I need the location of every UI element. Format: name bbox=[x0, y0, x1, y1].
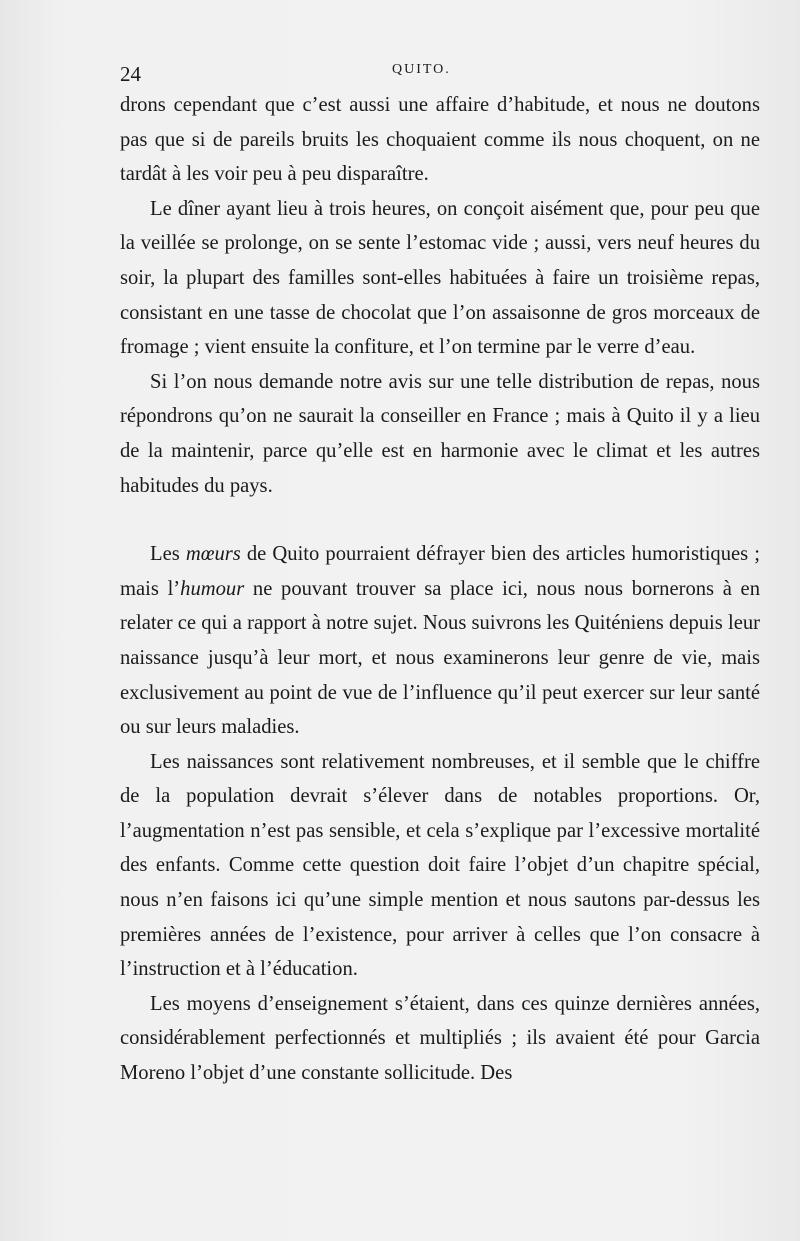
italic-term: mœurs bbox=[185, 543, 241, 566]
page-number: 24 bbox=[120, 62, 141, 86]
paragraph bbox=[120, 192, 760, 365]
paragraph bbox=[120, 745, 760, 987]
body-text bbox=[120, 88, 760, 1091]
paragraph bbox=[120, 537, 760, 745]
paragraph bbox=[120, 88, 760, 192]
text-segment: Les bbox=[150, 543, 186, 566]
running-title: QUITO. bbox=[392, 62, 451, 77]
paragraph bbox=[120, 365, 760, 503]
text-segment: Les moyens d’enseignement s’étaient, dans ces quinze dernières années, considérablement perfectionnés et multipliés ; ils avaient été pour Garcia Moreno l’objet d’une constante sollicitude. Des bbox=[120, 992, 760, 1085]
text-segment: drons cependant que c’est aussi une affaire d’habitude, et nous ne doutons pas que si de pareils bruits les choquaient comme ils nous choquent, on ne tardât à les voir peu à peu disparaître. bbox=[120, 94, 760, 186]
text-segment: ne pouvant trouver sa place ici, nous nous bornerons à en relater ce qui a rapport à notre sujet. Nous suivrons les Quiténiens depuis leur naissance jusqu’à leur mort, et nous examinerons leur genre de vie, mais exclusivement au point de vue de l’influence qu’il peut exercer sur leur santé ou sur leurs maladies. bbox=[120, 577, 760, 739]
running-head bbox=[120, 58, 760, 88]
text-segment: Le dîner ayant lieu à trois heures, on conçoit aisément que, pour peu que la veillée se prolonge, on se sente l’estomac vide ; aussi, vers neuf heures du soir, la plupart des familles sont-elles habituées à faire un troisième repas, consistant en une tasse de chocolat que l’on assaisonne de gros morceaux de fromage ; vient ensuite la confiture, et l’on termine par le verre d’eau. bbox=[120, 197, 760, 359]
text-segment: Les naissances sont relativement nombreuses, et il semble que le chiffre de la population devrait s’élever dans de notables proportions. Or, l’augmentation n’est pas sensible, et cela s’explique par l’excessive mortalité des enfants. Comme cette question doit faire l’objet d’un chapitre spécial, nous n’en faisons ici qu’une simple mention et nous sautons par-dessus les premières années de l’existence, pour arriver à celles que l’on consacre à l’instruction et à l’éducation. bbox=[120, 750, 760, 981]
text-segment: Si l’on nous demande notre avis sur une telle distribution de repas, nous répondrons qu’on ne saurait la conseiller en France ; mais à Quito il y a lieu de la maintenir, parce qu’elle est en harmonie avec le climat et les autres habitudes du pays. bbox=[120, 370, 760, 497]
text-segment: de Quito pourraient défrayer bien des articles humoristiques ; mais l’ bbox=[120, 543, 760, 600]
paragraph bbox=[120, 987, 760, 1091]
italic-term: humour bbox=[180, 577, 245, 600]
